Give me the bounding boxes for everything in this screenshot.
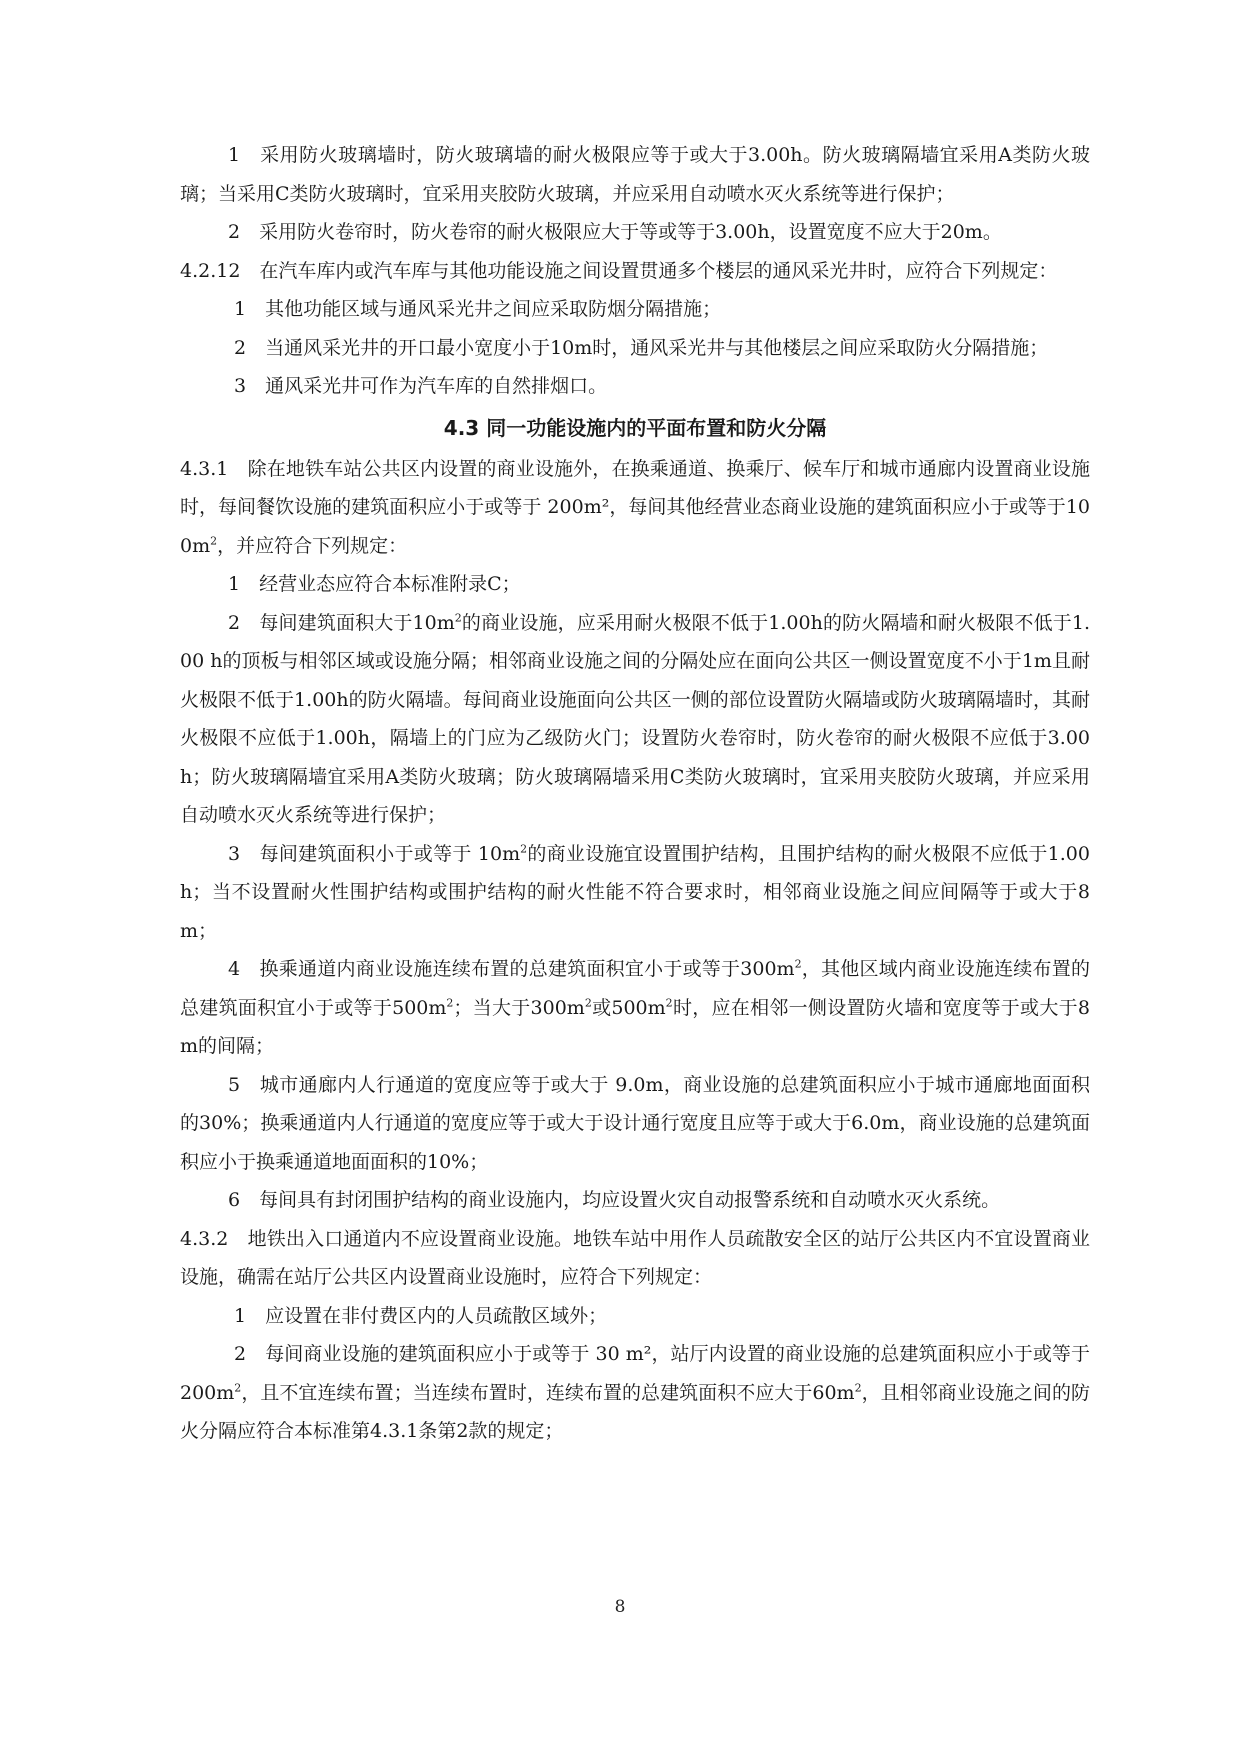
superscript: 2 — [584, 996, 592, 1010]
clause-4-3-2: 4.3.2 地铁出入口通道内不应设置商业设施。地铁车站中用作人员疏散安全区的站厅公共区内不宜设置商业设施，确需在站厅公共区内设置商业设施时，应符合下列规定： — [180, 1227, 1090, 1288]
paragraph-4-2-12-item-3: 3 通风采光井可作为汽车库的自然排烟口。 — [234, 375, 608, 397]
paragraph-4-2-12-item-2: 2 当通风采光井的开口最小宽度小于10m时，通风采光井与其他楼层之间应采取防火分隔措施； — [234, 336, 1049, 359]
item-2-text-b: ，且不宜连续布置；当连续布置时，连续布置的总建筑面积不应大于60m — [241, 1381, 855, 1404]
page-content — [180, 136, 1090, 1451]
paragraph-4-3-1-item-2 — [180, 604, 1090, 835]
item-4-text-b: ，其他区域内商业设施连续布置的总建筑面积宜小于或等于500m — [180, 958, 1090, 1019]
item-4-text-c: ；当大于300m — [453, 996, 585, 1019]
paragraph-4-3-1-item-1: 1 经营业态应符合本标准附录C； — [228, 573, 521, 595]
superscript: 2 — [454, 611, 462, 625]
paragraph-4-3-1-item-4 — [180, 950, 1090, 1066]
clause-4-3-1-lead-tail: ，并应符合下列规定： — [217, 534, 408, 557]
paragraph-4-2-12-item-1: 1 其他功能区域与通风采光井之间应采取防烟分隔措施； — [234, 298, 722, 320]
paragraph-4-3-2-item-1: 1 应设置在非付费区内的人员疏散区域外； — [234, 1304, 608, 1327]
clause-4-3-1 — [180, 450, 1090, 566]
item-2-text-c: ，且相邻商业设施之间的防火分隔应符合本标准第4.3.1条第2款的规定； — [180, 1381, 1090, 1442]
page-number: 8 — [614, 1597, 626, 1617]
paragraph-4-3-1-item-6: 6 每间具有封闭围护结构的商业设施内，均应设置火灾自动报警系统和自动喷水灭火系统。 — [228, 1189, 1001, 1211]
superscript: 2 — [234, 1381, 242, 1395]
item-2-text-b: 的商业设施，应采用耐火极限不低于1.00h的防火隔墙和耐火极限不低于1.00 h的顶板与相邻区域或设施分隔；相邻商业设施之间的分隔处应在面向公共区一侧设置宽度不小于1m且耐火极限不低于1.00h的防火隔墙。每间商业设施面向公共区一侧的部位设置防火隔墙或防火玻璃隔墙时，其耐火极限不应低于1.00h，隔墙上的门应为乙级防火门；设置防火卷帘时，防火卷帘的耐火极限不应低于3.00h；防火玻璃隔墙宜采用A类防火玻璃；防火玻璃隔墙采用C类防火玻璃时，宜采用夹胶防火玻璃，并应采用自动喷水灭火系统等进行保护； — [180, 611, 1090, 826]
paragraph-4-3-1-item-3 — [180, 835, 1090, 951]
superscript: 2 — [794, 957, 802, 971]
paragraph-4-2-11-item-2: 2 采用防火卷帘时，防火卷帘的耐火极限应大于等或等于3.00h，设置宽度不应大于20m。 — [228, 221, 1002, 243]
paragraph-4-3-1-item-5: 5 城市通廊内人行通道的宽度应等于或大于 9.0m，商业设施的总建筑面积应小于城市通廊地面面积的30%；换乘通道内人行通道的宽度应等于或大于设计通行宽度且应等于或大于6.0m，商业设施的总建筑面积应小于换乘通道地面面积的10%； — [180, 1073, 1090, 1173]
paragraph-4-2-11-item-1: 1 采用防火玻璃墙时，防火玻璃墙的耐火极限应等于或大于3.00h。防火玻璃隔墙宜采用A类防火玻璃；当采用C类防火玻璃时，宜采用夹胶防火玻璃，并应采用自动喷水灭火系统等进行保护； — [180, 144, 1090, 205]
superscript: 2 — [210, 534, 218, 548]
superscript: 2 — [446, 996, 454, 1010]
item-2-text-a: 2 每间商业设施的建筑面积应小于或等于 30 m²，站厅内设置的商业设施的总建筑面积应小于或等于200m — [180, 1343, 1090, 1404]
item-4-text-d: 或500m — [591, 996, 666, 1019]
superscript: 2 — [854, 1381, 862, 1395]
item-4-text-e: 时，应在相邻一侧设置防火墙和宽度等于或大于8m的间隔； — [180, 996, 1090, 1057]
section-heading-4-3: 4.3 同一功能设施内的平面布置和防火分隔 — [443, 415, 827, 440]
superscript: 2 — [665, 996, 673, 1010]
item-4-text-a: 4 换乘通道内商业设施连续布置的总建筑面积宜小于或等于300m — [228, 958, 795, 980]
paragraph-4-3-2-item-2 — [180, 1335, 1090, 1451]
clause-4-3-1-lead: 4.3.1 除在地铁车站公共区内设置的商业设施外，在换乘通道、换乘厅、候车厅和城市通廊内设置商业设施时，每间餐饮设施的建筑面积应小于或等于 200m²，每间其他经营业态商业设施的建筑面积应小于或等于100m — [180, 457, 1090, 557]
clause-4-2-12: 4.2.12 在汽车库内或汽车库与其他功能设施之间设置贯通多个楼层的通风采光井时，应符合下列规定： — [180, 259, 1058, 282]
superscript: 2 — [520, 842, 528, 856]
item-2-text-a: 2 每间建筑面积大于10m — [228, 611, 455, 634]
item-3-text-a: 3 每间建筑面积小于或等于 10m — [228, 842, 521, 865]
item-3-text-b: 的商业设施宜设置围护结构，且围护结构的耐火极限不应低于1.00h；当不设置耐火性围护结构或围护结构的耐火性能不符合要求时，相邻商业设施之间应间隔等于或大于8 m； — [180, 842, 1090, 942]
